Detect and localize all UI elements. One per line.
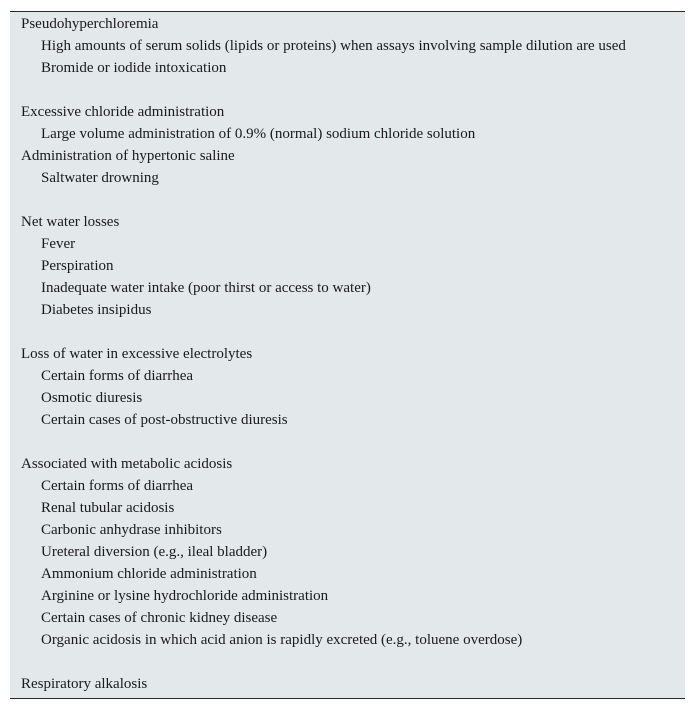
category-heading: Respiratory alkalosis: [21, 676, 148, 692]
spacer-row: [10, 79, 685, 101]
cause-item: Bromide or iodide intoxication: [41, 60, 227, 76]
cause-item: Saltwater drowning: [41, 170, 159, 186]
cause-item: Diabetes insipidus: [41, 302, 152, 318]
cause-item: Carbonic anhydrase inhibitors: [41, 522, 222, 538]
cause-item: Organic acidosis in which acid anion is rapidly excreted (e.g., toluene overdose): [41, 632, 523, 648]
category-heading: Excessive chloride administration: [21, 104, 225, 120]
category-heading: Associated with metabolic acidosis: [21, 456, 233, 472]
cause-item: Certain cases of post-obstructive diuresis: [41, 412, 288, 428]
causes-table: [10, 11, 685, 699]
cause-item: Certain forms of diarrhea: [41, 368, 194, 384]
cause-item: Inadequate water intake (poor thirst or access to water): [41, 280, 371, 296]
category-heading: Pseudohyperchloremia: [21, 16, 159, 32]
cause-item: Osmotic diuresis: [41, 390, 143, 406]
spacer-row: [10, 189, 685, 211]
cause-item: Arginine or lysine hydrochloride administration: [41, 588, 329, 604]
cause-item: High amounts of serum solids (lipids or proteins) when assays involving sample dilution are used: [41, 38, 626, 54]
spacer-row: [10, 651, 685, 673]
category-heading: Administration of hypertonic saline: [21, 148, 235, 164]
spacer-row: [10, 321, 685, 343]
cause-item: Certain forms of diarrhea: [41, 478, 194, 494]
spacer-row: [10, 431, 685, 453]
cause-item: Perspiration: [41, 258, 114, 274]
cause-item: Renal tubular acidosis: [41, 500, 175, 516]
cause-item: Large volume administration of 0.9% (normal) sodium chloride solution: [41, 126, 476, 142]
cause-item: Certain cases of chronic kidney disease: [41, 610, 278, 626]
cause-item: Fever: [41, 236, 76, 252]
category-heading: Net water losses: [21, 214, 120, 230]
table-body: [10, 13, 685, 695]
category-heading: Loss of water in excessive electrolytes: [21, 346, 253, 362]
cause-item: Ammonium chloride administration: [41, 566, 257, 582]
cause-item: Ureteral diversion (e.g., ileal bladder): [41, 544, 268, 560]
